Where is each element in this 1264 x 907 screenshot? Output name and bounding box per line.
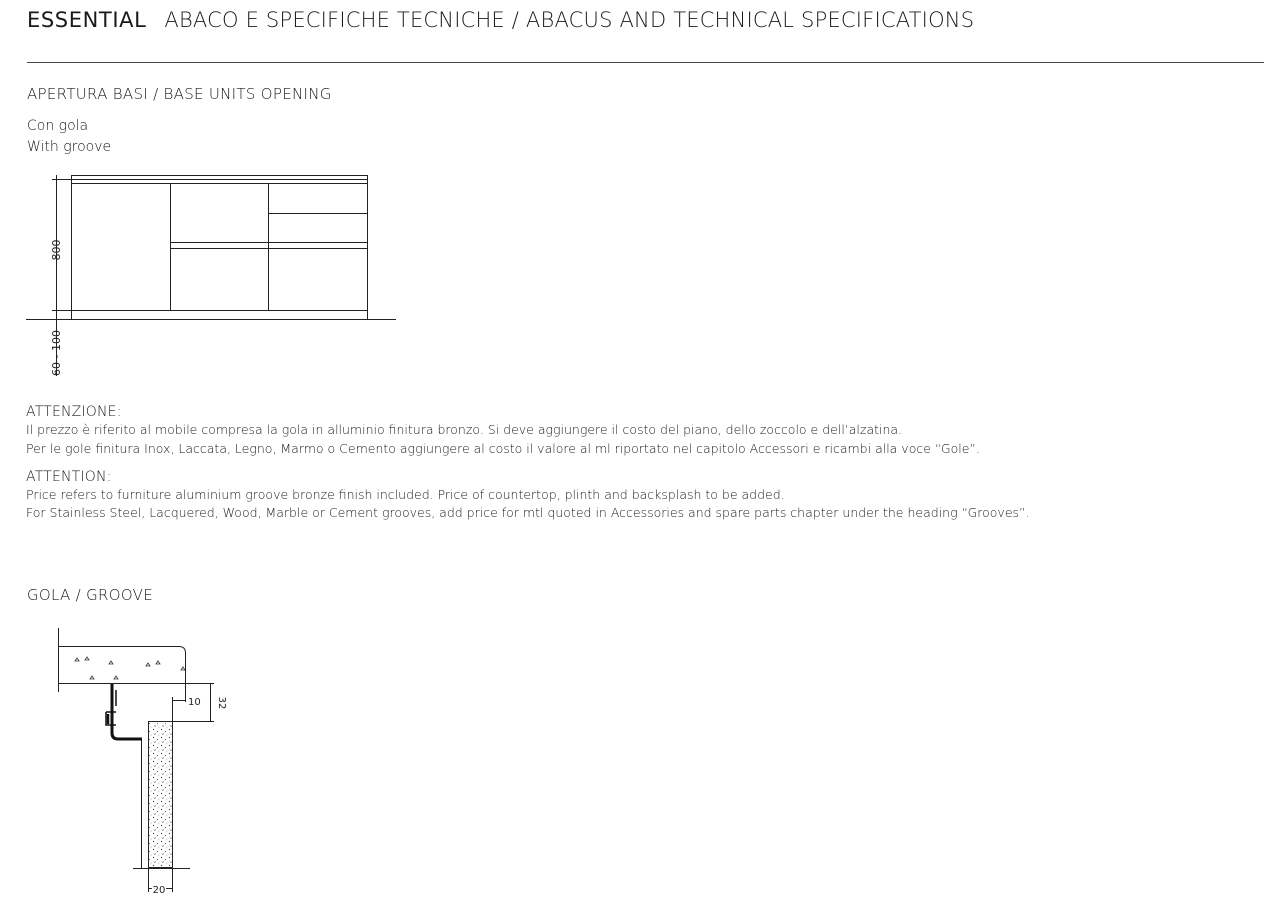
- groove-detail-drawing: [0, 0, 260, 907]
- dim-32-label: 32: [216, 696, 227, 710]
- dim-plinth-label: 60 - 100: [50, 330, 63, 376]
- note-it-line2: Per le gole finitura Inox, Laccata, Legno, Marmo o Cemento aggiungere al costo il valore al ml riportato nel capitolo Accessori e ricambi alla voce “Gole”.: [26, 441, 980, 456]
- note-en-line2: For Stainless Steel, Lacquered, Wood, Marble or Cement grooves, add price for mtl quoted in Accessories and spare parts chapter under the heading “Grooves”.: [26, 505, 1030, 520]
- note-en-heading: ATTENTION:: [26, 469, 112, 485]
- page-title: ABACO E SPECIFICHE TECNICHE / ABACUS AND TECHNICAL SPECIFICATIONS: [164, 8, 975, 32]
- opening-subtitle-en: With groove: [27, 139, 112, 155]
- countertop-texture: [75, 657, 185, 679]
- note-en-line1: Price refers to furniture aluminium groove bronze finish included. Price of countertop, plinth and backsplash to be added.: [26, 487, 785, 502]
- note-it-heading: ATTENZIONE:: [26, 404, 122, 420]
- opening-section-title: APERTURA BASI / BASE UNITS OPENING: [27, 85, 332, 103]
- countertop: [59, 647, 186, 684]
- opening-subtitle-it: Con gola: [27, 118, 89, 134]
- dim-20-label: 20: [152, 885, 166, 896]
- dim-10-label: 10: [188, 697, 201, 708]
- brand-name: ESSENTIAL: [27, 8, 147, 32]
- side-panel: [149, 722, 173, 868]
- note-it-line1: Il prezzo è riferito al mobile compresa la gola in alluminio finitura bronzo. Si deve aggiungere il costo del piano, dello zoccolo e dell’alzatina.: [26, 422, 903, 437]
- dim-height-label: 800: [50, 239, 63, 261]
- groove-section-title: GOLA / GROOVE: [27, 586, 154, 604]
